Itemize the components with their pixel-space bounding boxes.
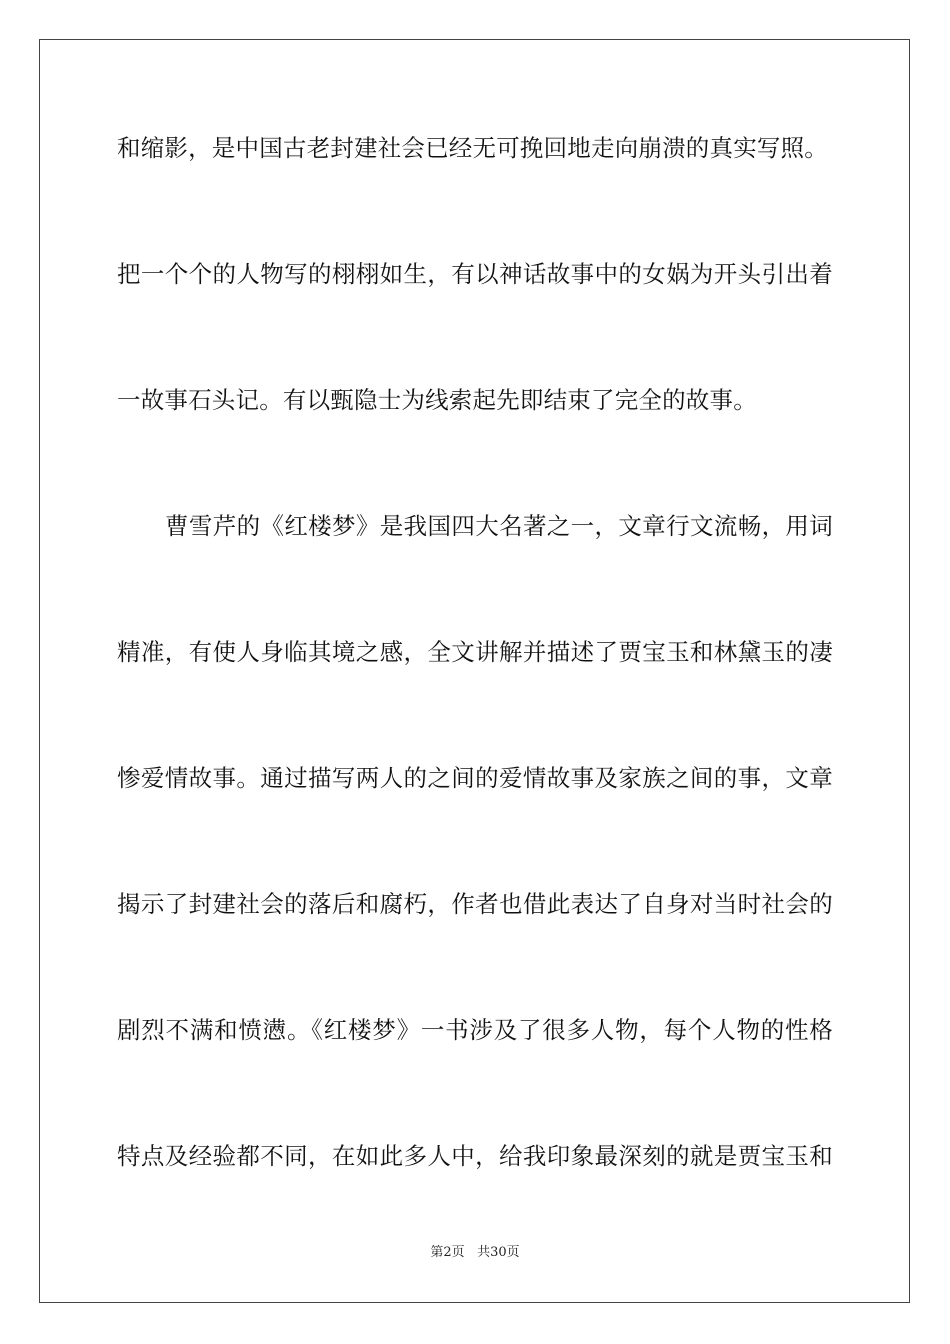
body-line-7: 揭示了封建社会的落后和腐朽，作者也借此表达了自身对当时社会的 [117,890,833,918]
page-number: 第2页 [430,1245,465,1260]
body-line-4: 曹雪芹的《红楼梦》是我国四大名著之一，文章行文流畅，用词 [165,512,833,540]
page-total: 共30页 [477,1245,520,1260]
body-line-9: 特点及经验都不同，在如此多人中，给我印象最深刻的就是贾宝玉和 [117,1142,833,1170]
page-footer [0,1244,950,1262]
body-line-1: 和缩影，是中国古老封建社会已经无可挽回地走向崩溃的真实写照。 [117,134,828,162]
body-line-3: 一故事石头记。有以甄隐士为线索起先即结束了完全的故事。 [117,386,757,414]
body-line-5: 精准，有使人身临其境之感，全文讲解并描述了贾宝玉和林黛玉的凄 [117,638,833,666]
body-line-6: 惨爱情故事。通过描写两人的之间的爱情故事及家族之间的事，文章 [117,764,833,792]
body-line-8: 剧烈不满和愤懑。《红楼梦》一书涉及了很多人物，每个人物的性格 [117,1016,833,1044]
body-line-2: 把一个个的人物写的栩栩如生，有以神话故事中的女娲为开头引出着 [117,260,833,288]
page-frame [39,39,910,1303]
